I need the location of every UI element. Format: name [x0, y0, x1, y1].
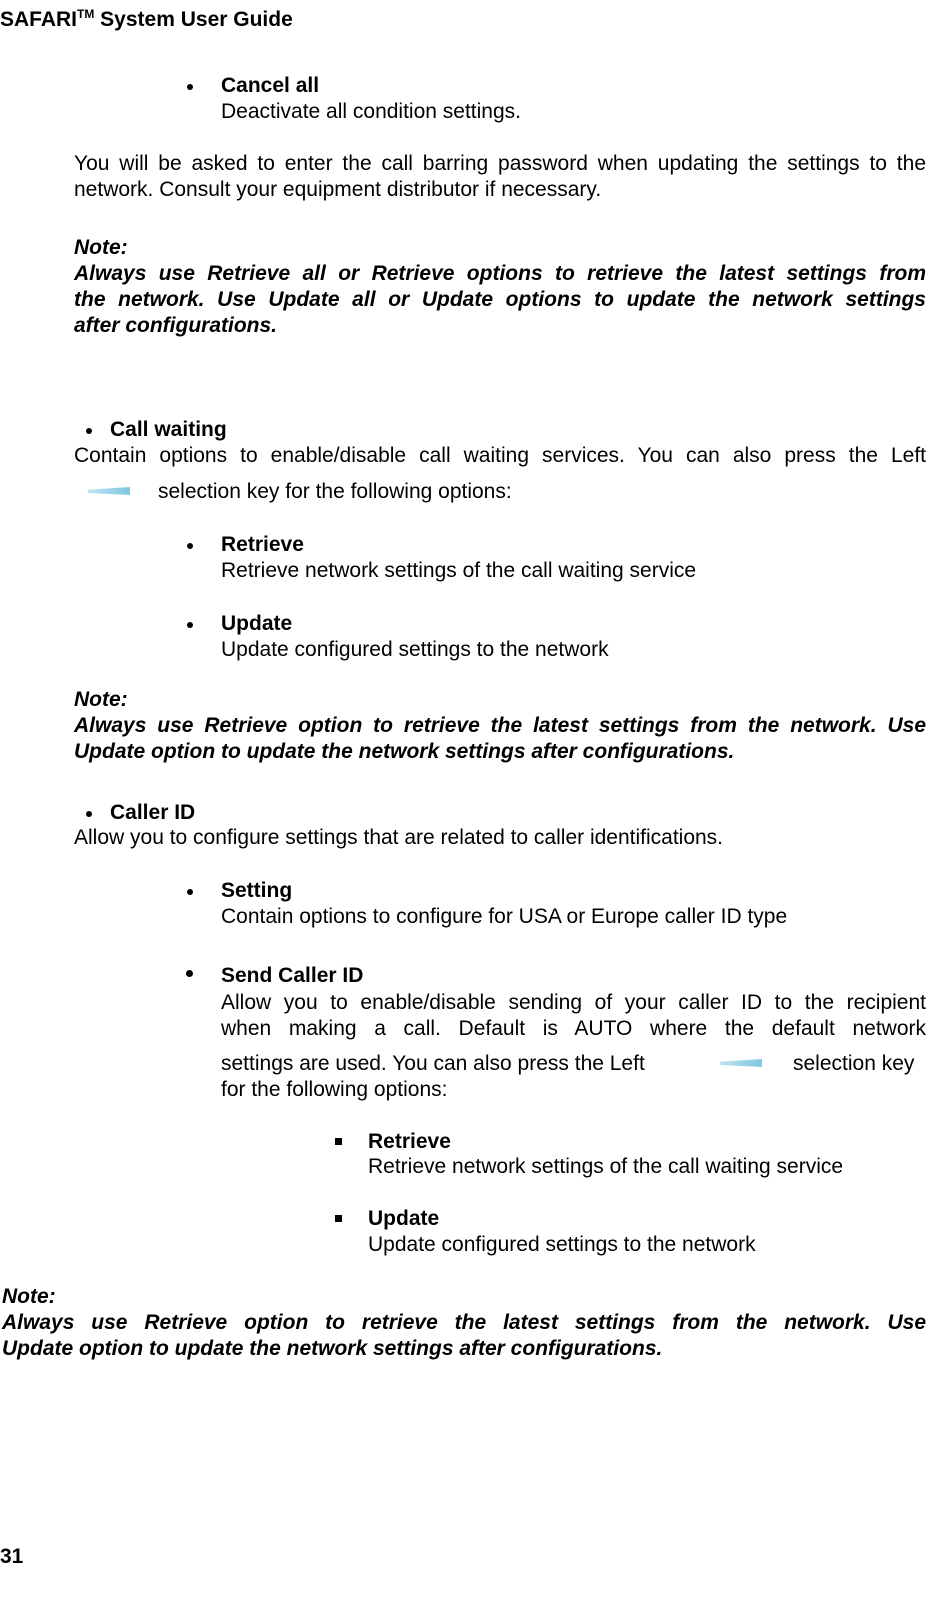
bullet-icon — [187, 84, 193, 90]
caller-id-desc: Allow you to configure settings that are related to caller identifications. — [74, 826, 724, 849]
bullet-icon — [187, 543, 193, 549]
retrieve-title: Retrieve — [368, 1130, 451, 1153]
square-bullet-icon — [335, 1215, 342, 1222]
update-desc: Update configured settings to the network — [221, 638, 609, 661]
setting-desc: Contain options to configure for USA or Europe caller ID type — [221, 905, 788, 928]
setting-title: Setting — [221, 879, 293, 902]
password-para-line: network. Consult your equipment distributor if necessary. — [74, 178, 602, 201]
call-waiting-desc: selection key for the following options: — [158, 480, 512, 503]
send-caller-id-desc: when making a call. Default is AUTO where the default network — [221, 1017, 926, 1040]
retrieve-desc: Retrieve network settings of the call waiting service — [221, 559, 697, 582]
send-caller-id-desc: selection key — [793, 1052, 915, 1075]
password-para-line: You will be asked to enter the call barring password when updating the settings to the — [74, 152, 926, 175]
call-waiting-desc: Contain options to enable/disable call waiting services. You can also press the Left — [74, 444, 926, 467]
note-line: after configurations. — [74, 314, 278, 337]
send-caller-id-title: Send Caller ID — [221, 964, 364, 987]
retrieve-title: Retrieve — [221, 533, 304, 556]
square-bullet-icon — [335, 1138, 342, 1145]
call-waiting-title: Call waiting — [110, 418, 227, 441]
send-caller-id-desc: settings are used. You can also press the Left — [221, 1052, 645, 1075]
note-line: Always use Retrieve all or Retrieve options to retrieve the latest settings from — [74, 262, 926, 285]
cancel-all-title: Cancel all — [221, 74, 320, 97]
bullet-icon — [187, 889, 193, 895]
left-selection-key-icon — [720, 1059, 762, 1067]
note-label: Note: — [2, 1285, 56, 1308]
note-label: Note: — [74, 688, 128, 711]
bullet-icon — [86, 428, 92, 434]
cancel-all-desc: Deactivate all condition settings. — [221, 100, 521, 123]
note-line: the network. Use Update all or Update options to update the network settings — [74, 288, 926, 311]
retrieve-desc: Retrieve network settings of the call waiting service — [368, 1155, 844, 1178]
send-caller-id-desc: Allow you to enable/disable sending of your caller ID to the recipient — [221, 991, 926, 1014]
page-number: 31 — [0, 1545, 24, 1568]
bullet-icon — [187, 622, 193, 628]
bullet-icon — [186, 970, 193, 977]
note-line: Update option to update the network settings after configurations. — [74, 740, 735, 763]
note-line: Always use Retrieve option to retrieve the latest settings from the network. Use — [74, 714, 926, 737]
update-title: Update — [368, 1207, 440, 1230]
note-label: Note: — [74, 236, 128, 259]
update-desc: Update configured settings to the network — [368, 1233, 756, 1256]
page-header: SAFARI™ System User Guide — [0, 7, 293, 31]
bullet-icon — [86, 811, 92, 817]
caller-id-title: Caller ID — [110, 801, 196, 824]
update-title: Update — [221, 612, 293, 635]
note-line: Update option to update the network settings after configurations. — [2, 1337, 663, 1360]
note-line: Always use Retrieve option to retrieve the latest settings from the network. Use — [2, 1311, 926, 1334]
left-selection-key-icon — [88, 487, 130, 495]
send-caller-id-desc: for the following options: — [221, 1078, 448, 1101]
